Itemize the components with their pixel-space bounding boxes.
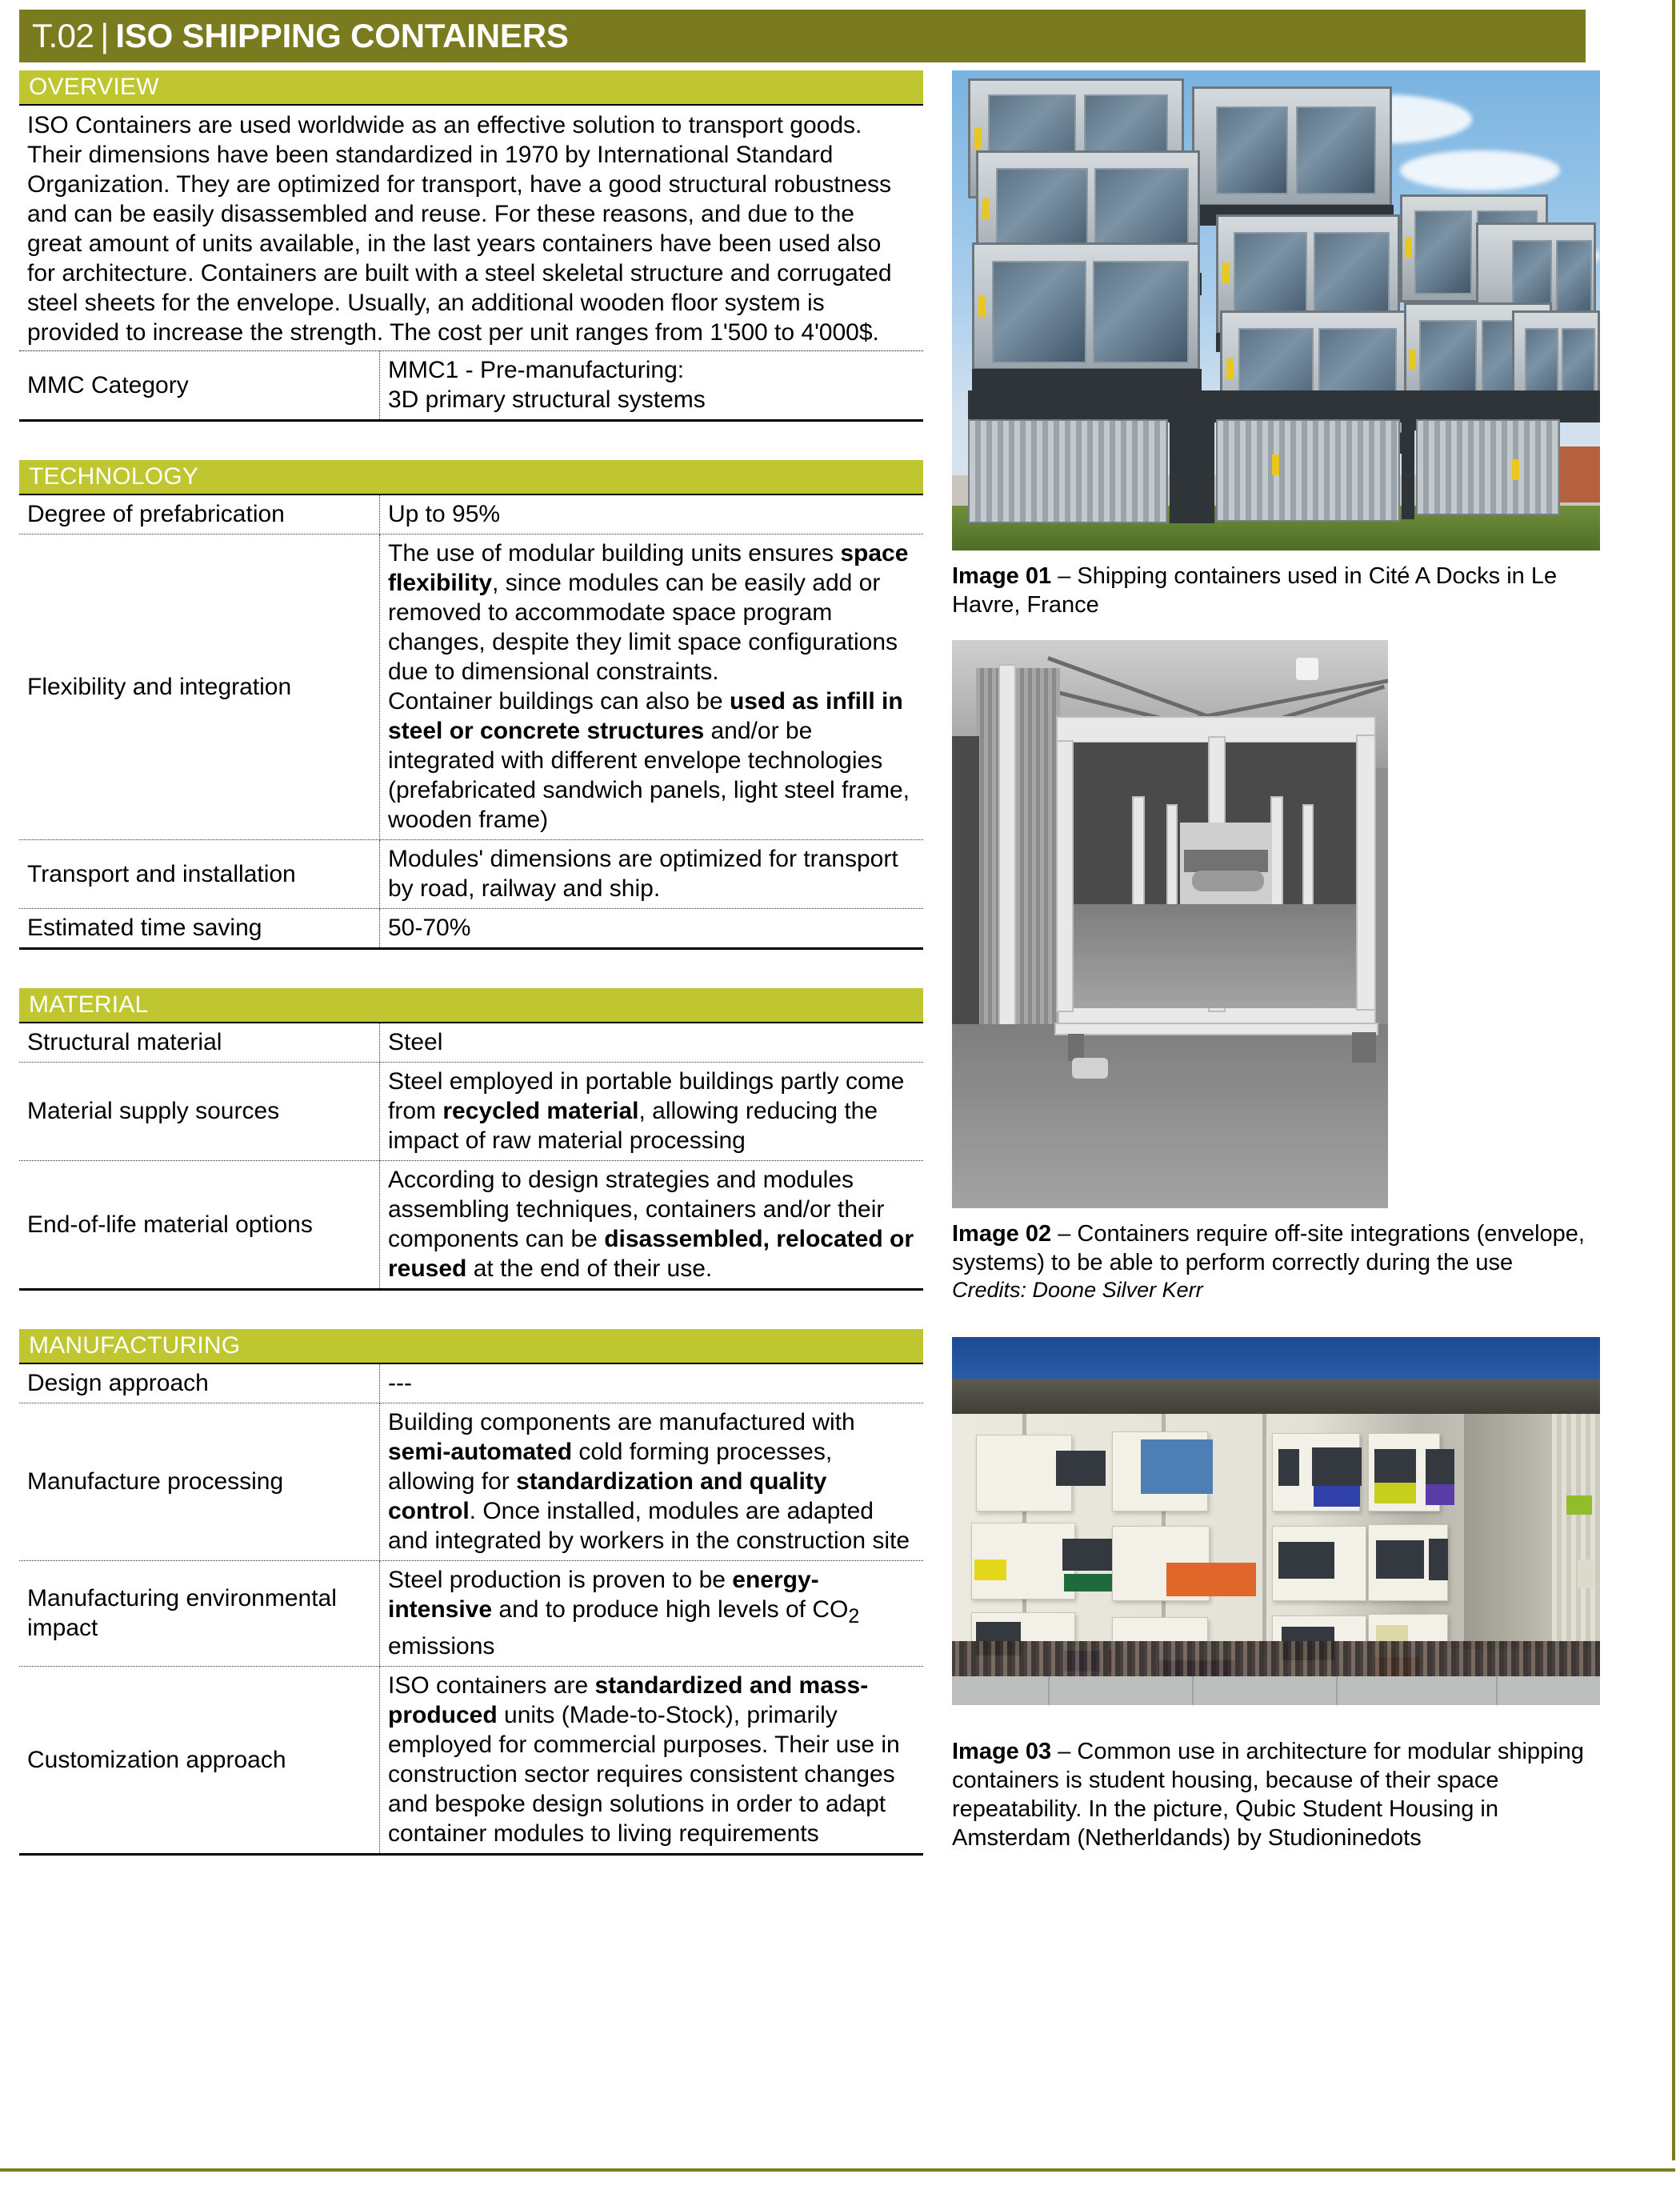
table-row [19,1063,923,1161]
figure-caption-03 [952,1737,1600,1852]
row-value-customization-approach [380,1667,924,1854]
table-row [19,1561,923,1667]
table-row [19,1023,923,1063]
row-label-structural-material: Structural material [19,1023,380,1063]
env-d: emissions [388,1633,495,1660]
photo-container-shell-bw [952,640,1388,1208]
table-row [19,1161,923,1289]
table-row [19,840,923,909]
cust-c: units (Made-to-Stock), primarily employed for commercial purposes. Their use in construction sector requires consistent changes and bespoke design solutions in order to adapt container modules to living requirements [388,1702,900,1847]
section-header-material: MATERIAL [19,988,923,1022]
left-content-column [19,70,923,1856]
row-label-manufacture-processing: Manufacture processing [19,1403,380,1561]
row-label-transport-and-installation: Transport and installation [19,840,380,909]
figure-caption-01 [952,562,1600,619]
row-label-degree-of-prefabrication: Degree of prefabrication [19,495,380,534]
row-label-estimated-time-saving: Estimated time saving [19,909,380,948]
section-header-technology: TECHNOLOGY [19,460,923,494]
mfg-e: . Once installed, modules are adapted and integrated by workers in the construction site [388,1498,910,1554]
row-value-estimated-time-saving: 50-70% [388,915,471,941]
figure-image-01 [952,70,1600,619]
section-header-manufacturing: MANUFACTURING [19,1329,923,1363]
env-subscript: 2 [848,1605,860,1627]
env-a: Steel production is proven to be [388,1567,733,1593]
section-gap [19,950,923,988]
manufacturing-table [19,1364,923,1853]
page-title: ISO SHIPPING CONTAINERS [115,17,569,54]
technology-block [19,494,923,950]
figure-label-02: Image 02 [952,1221,1052,1247]
row-label-flexibility-and-integration: Flexibility and integration [19,534,380,840]
flex-p1-bold: space flexibility [388,540,909,596]
photo-qubic-student-housing [952,1337,1600,1705]
figure-dash-01: – [1051,563,1078,589]
overview-block [19,104,923,422]
row-label-design-approach: Design approach [19,1364,380,1403]
flex-p1-a: The use of modular building units ensures [388,540,841,567]
env-bold: energy-intensive [388,1567,819,1623]
mfg-a: Building components are manufactured with [388,1409,855,1435]
row-value-transport-and-installation: Modules' dimensions are optimized for transport by road, railway and ship. [380,840,924,909]
table-row [19,1364,923,1403]
row-value-end-of-life-material-options [380,1161,924,1289]
supply-a: Steel employed in portable buildings partly come from [388,1068,905,1124]
eol-a: According to design strategies and modules assembling techniques, containers and/or their components can be [388,1167,885,1252]
mfg-bold-1: semi-automated [388,1439,573,1465]
section-gap [19,1291,923,1329]
table-row [19,1667,923,1854]
technology-table [19,495,923,947]
page-title-separator: | [100,17,110,54]
figure-label-01: Image 01 [952,563,1052,589]
page-frame-bottom-line [0,2168,1675,2172]
cust-a: ISO containers are [388,1672,595,1699]
env-c: and to produce high levels of CO [492,1596,849,1623]
table-row [19,1403,923,1561]
row-value-mmc-category [380,351,924,419]
section-header-overview: OVERVIEW [19,70,923,104]
row-label-manufacturing-environmental-impact: Manufacturing environmental impact [19,1561,380,1667]
page-title-code: T.02 [32,17,94,54]
figure-label-03: Image 03 [952,1739,1052,1764]
figure-credits-02: Credits: Doone Silver Kerr [952,1278,1203,1302]
flex-p1-c: , since modules can be easily add or removed to accommodate space program changes, despite they limit space configurations due to dimensional constraints. [388,570,898,685]
right-figure-column [952,70,1600,1852]
flex-p2-c: and/or be integrated with different envelope technologies (prefabricated sandwich panels, light steel frame, wooden frame) [388,718,910,833]
mmc-category-line-2: 3D primary structural systems [388,386,706,413]
figure-caption-02 [952,1219,1600,1277]
section-gap [19,422,923,460]
eol-c: at the end of their use. [466,1255,713,1282]
mmc-category-line-1: MMC1 - Pre-manufacturing: [388,357,685,383]
overview-paragraph: ISO Containers are used worldwide as an effective solution to transport goods. Their dimensions have been standardized in 1970 by International Standard Organization. They are optimized for transport, have a good structural robustness and can be easily disassembled and reuse. For these reasons, and due to the great amount of units available, in the last years containers have been used also for architecture. Containers are built with a steel skeletal structure and corrugated steel sheets for the envelope. Usually, an additional wooden floor system is provided to increase the strength. The cost per unit ranges from 1'500 to 4'000$. [19,106,923,351]
eol-bold: disassembled, relocated or reused [388,1226,914,1282]
supply-bold: recycled material [442,1098,639,1124]
material-block [19,1022,923,1291]
table-row [19,534,923,840]
page-frame-right-line [1672,0,1675,2160]
row-value-structural-material: Steel [380,1023,924,1063]
row-label-material-supply-sources: Material supply sources [19,1063,380,1161]
figure-text-01: Shipping containers used in Cité A Docks in Le Havre, France [952,563,1558,618]
row-label-end-of-life-material-options: End-of-life material options [19,1161,380,1289]
row-value-manufacturing-environmental-impact [380,1561,924,1667]
table-row [19,351,923,419]
flex-p2-a: Container buildings can also be [388,688,730,715]
row-value-degree-of-prefabrication: Up to 95% [380,495,924,534]
figure-dash-03: – [1051,1739,1078,1764]
figure-dash-02: – [1051,1221,1078,1247]
flex-p2-bold: used as infill in steel or concrete structures [388,688,903,744]
photo-cite-a-docks [952,70,1600,551]
row-value-manufacture-processing [380,1403,924,1561]
mfg-c: cold forming processes, allowing for [388,1439,833,1495]
row-label-customization-approach: Customization approach [19,1667,380,1854]
row-value-flexibility-and-integration [380,534,924,840]
cust-bold: standardized and mass-produced [388,1672,869,1728]
table-row [19,495,923,534]
material-table [19,1023,923,1288]
page-title-bar [19,10,1586,62]
mfg-bold-2: standardization and quality control [388,1468,827,1524]
overview-table [19,351,923,419]
supply-c: , allowing reducing the impact of raw material processing [388,1098,878,1154]
row-label-mmc-category: MMC Category [19,351,380,419]
figure-image-02 [952,640,1600,1303]
figure-text-02: Containers require off-site integrations (envelope, systems) to be able to perform correctly during the use [952,1221,1585,1275]
row-value-material-supply-sources [380,1063,924,1161]
row-value-design-approach: --- [380,1364,924,1403]
figure-text-03: Common use in architecture for modular shipping containers is student housing, because of their space repeatability. In the picture, Qubic Student Housing in Amsterdam (Netherldands) by Studioninedots [952,1739,1584,1851]
manufacturing-block [19,1363,923,1856]
table-row [19,909,923,948]
figure-image-03 [952,1337,1600,1852]
